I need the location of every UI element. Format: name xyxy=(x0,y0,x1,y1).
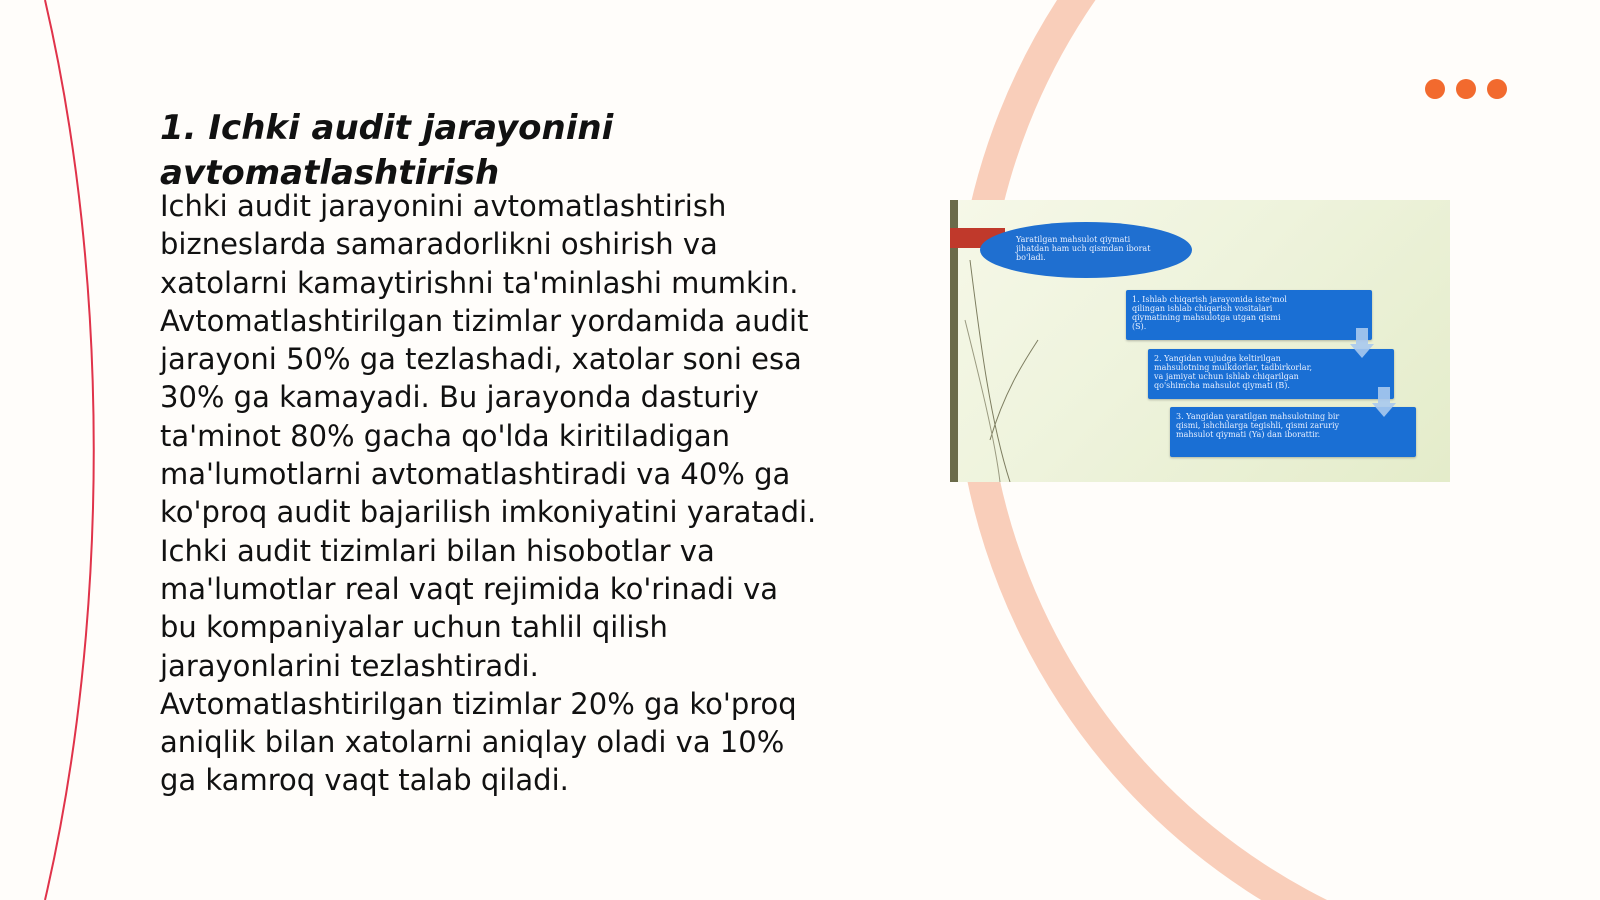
arrow-down-icon xyxy=(1372,387,1396,417)
dot-icon xyxy=(1487,79,1507,99)
dot-icon xyxy=(1456,79,1476,99)
arrow-down-icon xyxy=(1350,328,1374,358)
diagram-box-1: 1. Ishlab chiqarish jarayonida iste'mol qilingan ishlab chiqarish vositalari qiymatining mahsulotga utgan qismi (S). xyxy=(1126,290,1372,340)
slide-body-text: Ichki audit jarayonini avtomatlashtirish bizneslarda samaradorlikni oshirish va xatolarni kamaytirishni ta'minlashi mumkin. Avtomatlashtirilgan tizimlar yordamida audit jarayoni 50% ga tezlashadi, xatolar soni esa 30% ga kamayadi. Bu jarayonda dasturiy ta'minot 80% gacha qo'lda kiritiladigan ma'lumotlarni avtomatlashtiradi va 40% ga ko'proq audit bajarilish imkoniyatini yaratadi. Ichki audit tizimlari bilan hisobotlar va ma'lumotlar real vaqt rejimida ko'rinadi va bu kompaniyalar uchun tahlil qilish jarayonlarini tezlashtiradi. Avtomatlashtirilgan tizimlar 20% ga ko'proq aniqlik bilan xatolarni aniqlay oladi va 10% ga kamroq vaqt talab qiladi. xyxy=(160,189,817,798)
diagram-box-2: 2. Yangidan vujudga keltirilgan mahsulotning mulkdorlar, tadbirkorlar, va jamiyat uchun ishlab chiqarilgan qo'shimcha mahsulot qiymati (B). xyxy=(1148,349,1394,399)
diagram-box-3: 3. Yangidan yaratilgan mahsulotning bir qismi, ishchilarga tegishli, qismi zaruriy mahsulot qiymati (Ya) dan iborattir. xyxy=(1170,407,1416,457)
left-accent-line xyxy=(45,0,94,900)
diagram-ellipse: Yaratilgan mahsulot qiymati jihatdan ham uch qismdan iborat bo'ladi. xyxy=(980,222,1192,278)
three-dots-decoration xyxy=(1425,79,1507,99)
diagram-image xyxy=(950,200,1450,482)
dot-icon xyxy=(1425,79,1445,99)
slide-title: 1. Ichki audit jarayonini avtomatlashtirish xyxy=(160,108,614,193)
